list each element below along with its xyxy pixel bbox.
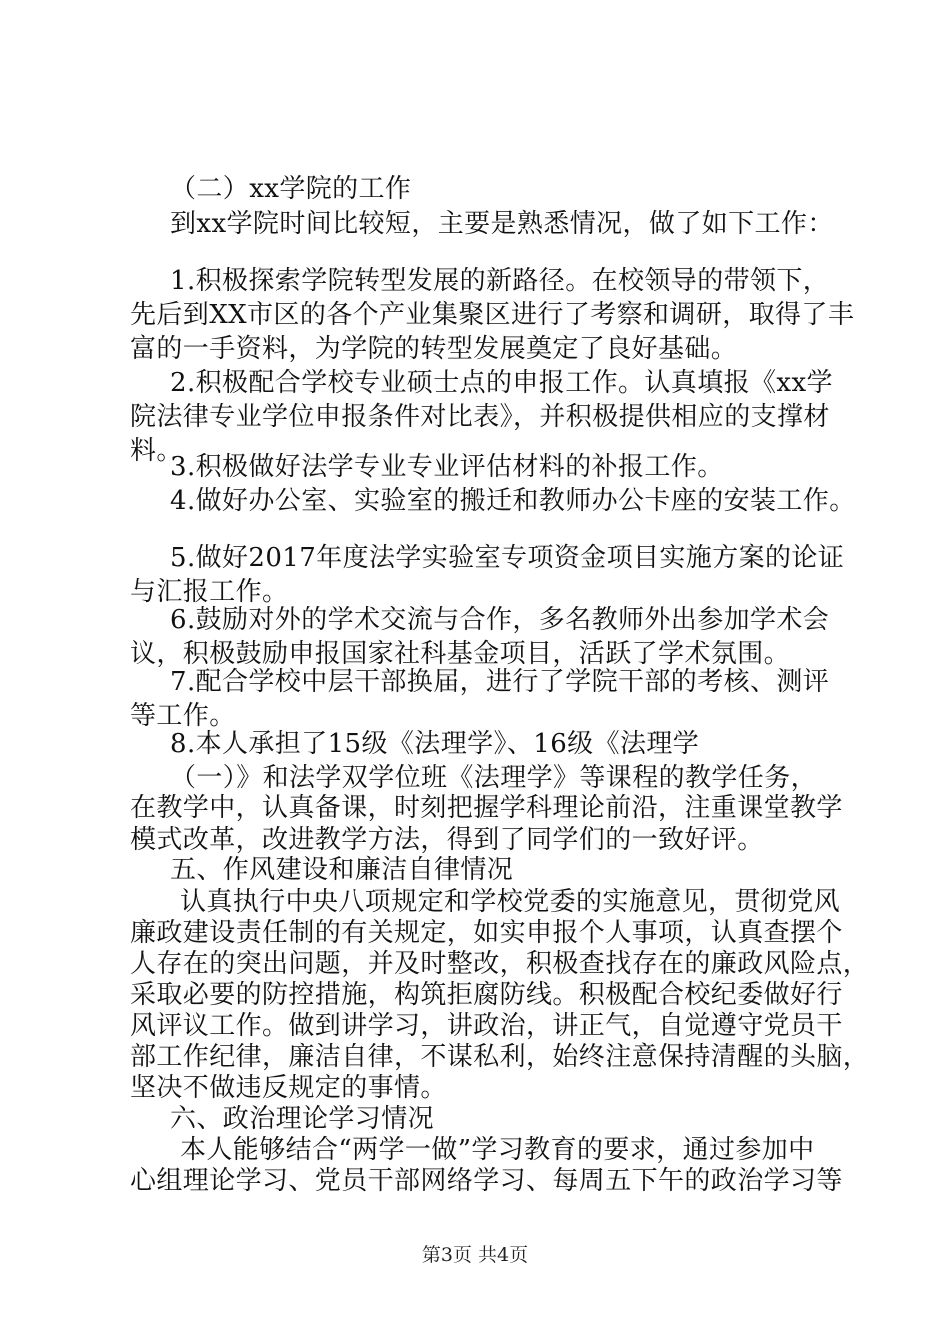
paragraph-line: 模式改革，改进教学方法，得到了同学们的一致好评。 xyxy=(130,825,764,855)
section-heading-conduct: 五、作风建设和廉洁自律情况 xyxy=(170,855,514,885)
paragraph-line: 富的一手资料，为学院的转型发展奠定了良好基础。 xyxy=(130,334,738,364)
paragraph-line: 等工作。 xyxy=(130,701,236,731)
paragraph-line: 廉政建设责任制的有关规定，如实申报个人事项，认真查摆个 xyxy=(130,918,843,948)
paragraph-line: 本人能够结合“两学一做”学习教育的要求，通过参加中 xyxy=(180,1135,815,1165)
section-heading-college-work: （二）xx学院的工作 xyxy=(170,174,412,204)
paragraph-line: 先后到XX市区的各个产业集聚区进行了考察和调研，取得了丰 xyxy=(130,300,855,330)
paragraph-line: 议，积极鼓励申报国家社科基金项目，活跃了学术氛围。 xyxy=(130,639,791,669)
paragraph-line: 与汇报工作。 xyxy=(130,577,289,607)
paragraph-line: 8.本人承担了15级《法理学》、16级《法理学 xyxy=(170,729,700,759)
paragraph-line: 料。 xyxy=(130,436,183,466)
paragraph-line: 在教学中，认真备课，时刻把握学科理论前沿，注重课堂教学 xyxy=(130,793,843,823)
paragraph-line: 坚决不做违反规定的事情。 xyxy=(130,1073,447,1103)
paragraph-line: 4.做好办公室、实验室的搬迁和教师办公卡座的安装工作。 xyxy=(170,486,856,516)
section-heading-political-study: 六、政治理论学习情况 xyxy=(170,1104,435,1134)
paragraph-line: 3.积极做好法学专业专业评估材料的补报工作。 xyxy=(170,452,724,482)
paragraph-line: 人存在的突出问题，并及时整改，积极查找存在的廉政风险点， xyxy=(130,949,870,979)
paragraph-line: 6.鼓励对外的学术交流与合作，多名教师外出参加学术会 xyxy=(170,605,830,635)
paragraph-line: 5.做好2017年度法学实验室专项资金项目实施方案的论证 xyxy=(170,543,845,573)
paragraph-line: 2.积极配合学校专业硕士点的申报工作。认真填报《xx学 xyxy=(170,368,833,398)
paragraph-line: 采取必要的防控措施，构筑拒腐防线。积极配合校纪委做好行 xyxy=(130,980,843,1010)
paragraph-line: （一）》和法学双学位班《法理学》等课程的教学任务， xyxy=(170,763,818,793)
paragraph-line: 到xx学院时间比较短，主要是熟悉情况，做了如下工作： xyxy=(170,209,834,239)
paragraph-line: 7.配合学校中层干部换届，进行了学院干部的考核、测评 xyxy=(170,667,830,697)
page-number-footer: 第3页 共4页 xyxy=(421,1244,529,1266)
paragraph-line: 心组理论学习、党员干部网络学习、每周五下午的政治学习等 xyxy=(130,1166,843,1196)
paragraph-line: 风评议工作。做到讲学习，讲政治，讲正气，自觉遵守党员干 xyxy=(130,1011,843,1041)
paragraph-line: 认真执行中央八项规定和学校党委的实施意见，贯彻党风 xyxy=(180,887,841,917)
paragraph-line: 院法律专业学位申报条件对比表》，并积极提供相应的支撑材 xyxy=(130,402,830,432)
paragraph-line: 1.积极探索学院转型发展的新路径。在校领导的带领下， xyxy=(170,266,830,296)
paragraph-line: 部工作纪律，廉洁自律，不谋私利，始终注意保持清醒的头脑， xyxy=(130,1042,870,1072)
